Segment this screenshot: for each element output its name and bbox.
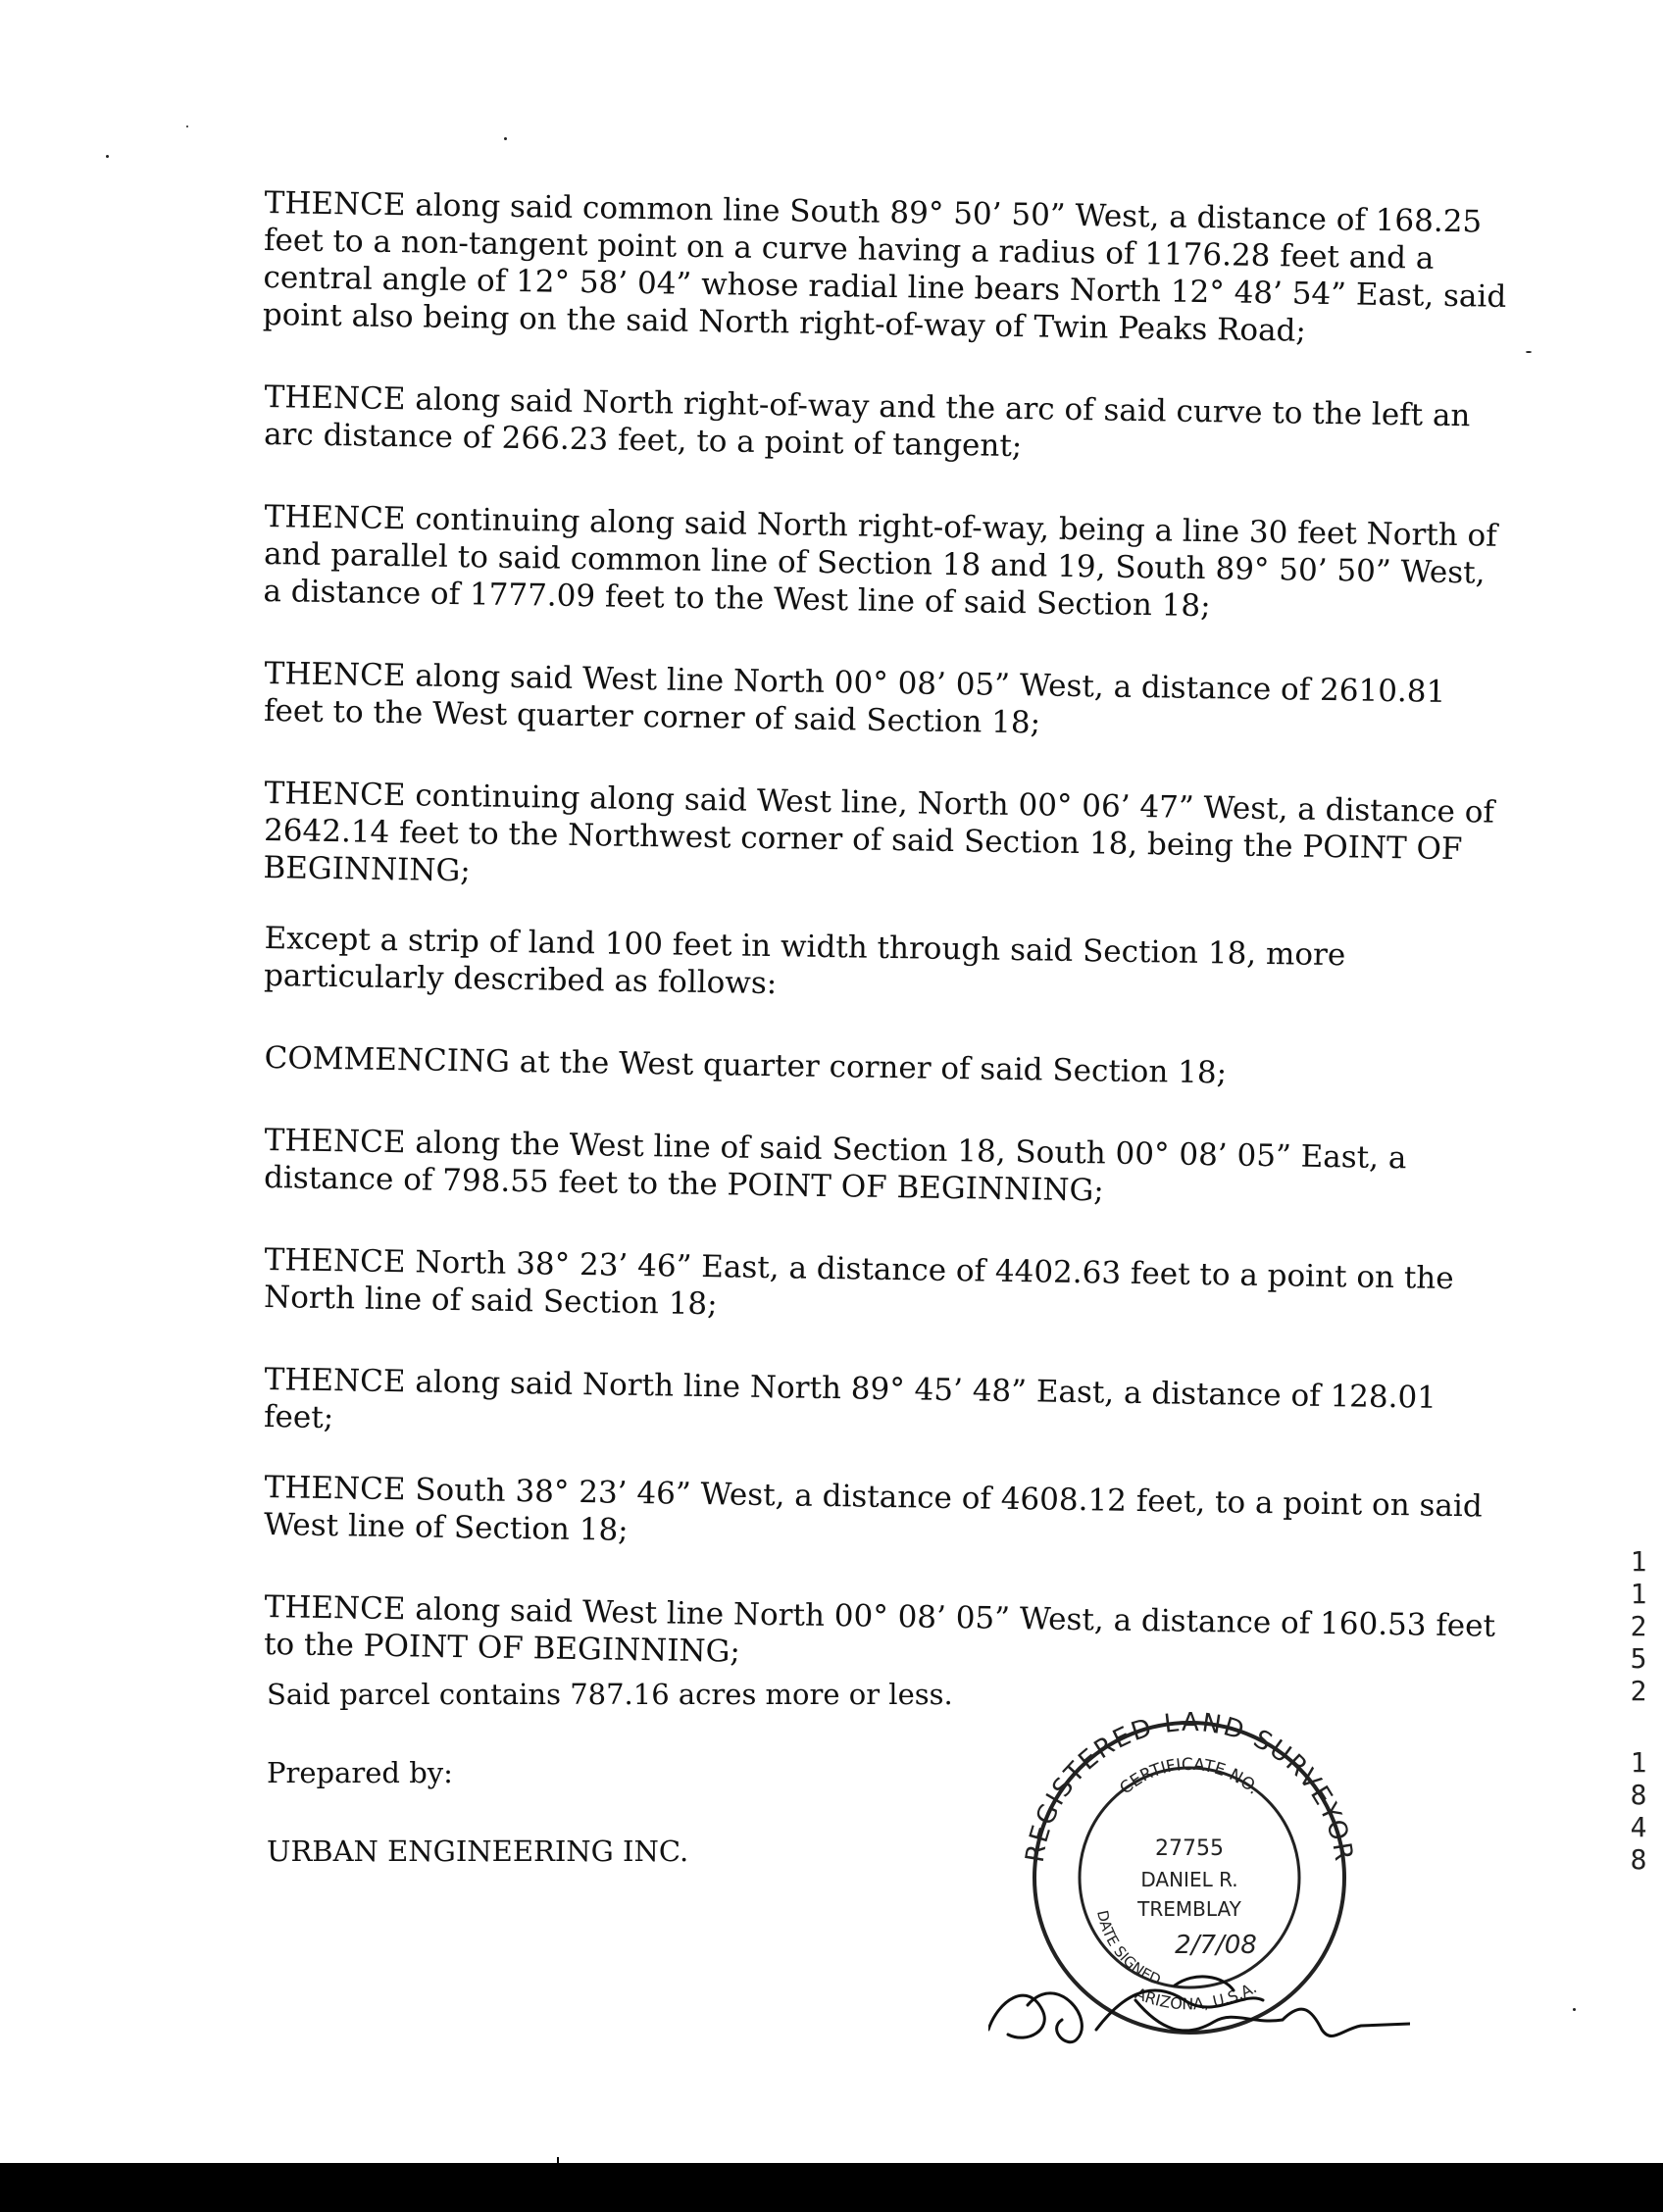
side-number-digit: 5 (1630, 1642, 1647, 1675)
paragraph-thence-arc: THENCE along said North right-of-way and the arc of said curve to the left an arc distance of 266.23 feet, to a point of tangent; (263, 378, 1471, 465)
seal-outer-text: REGISTERED LAND SURVEYOR (1020, 1707, 1359, 1865)
scan-bottom-tick (557, 2157, 559, 2179)
scan-bottom-border (0, 2163, 1663, 2212)
seal-date: 2/7/08 (1175, 1931, 1257, 1960)
seal-certificate-label: CERTIFICATE NO. (1116, 1754, 1263, 1799)
paragraph-point-of-beginning: THENCE continuing along said West line, North 00° 06’ 47” West, a distance of 2642.14 feet to the Northwest corner of said Section 18, being the POINT OF BEGINNING; (263, 775, 1495, 889)
paragraph-commencing: COMMENCING at the West quarter corner of said Section 18; (264, 1039, 1228, 1091)
paragraph-thence-north-east: THENCE North 38° 23’ 46” East, a distance of 4402.63 feet to a point on the North line of said Section 18; (263, 1241, 1454, 1323)
seal-name-line1: DANIEL R. (1140, 1868, 1238, 1891)
parcel-statement: Said parcel contains 787.16 acres more or less. (267, 1678, 953, 1711)
paragraph-thence-common-line: THENCE along said common line South 89° 50’ 50” West, a distance of 168.25 feet to a non-tangent point on a curve having a radius of 1176.28 feet and a central angle of 12° 58’ 04” whose radial line bears North 12° 48’ 54” East, said point also being on the said North right-of-way of Twin Peaks Road; (262, 184, 1507, 349)
seal-state: ARIZONA, U.S.A. (1133, 1978, 1260, 2014)
paragraph-thence-north-row: THENCE continuing along said North right-of-way, being a line 30 feet North of and parallel to said common line of Section 18 and 19, South 89° 50’ 50” West, a distance of 1777.09 feet to the West line of said Section 18; (263, 498, 1497, 625)
surveyor-seal (988, 1706, 1410, 2069)
paragraph-thence-north-line: THENCE along said North line North 89° 45’ 48” East, a distance of 128.01 feet; (263, 1361, 1437, 1436)
side-number-digit: 2 (1630, 1610, 1647, 1642)
side-number-digit: 8 (1630, 1843, 1647, 1876)
scan-speck (186, 126, 188, 127)
seal-name-line2: TREMBLAY (1137, 1897, 1241, 1921)
prepared-by-label: Prepared by: (267, 1756, 453, 1789)
paragraph-thence-south-west: THENCE South 38° 23’ 46” West, a distance of 4608.12 feet, to a point on said West line of Section 18; (263, 1469, 1483, 1548)
scan-speck (1526, 351, 1532, 353)
side-number-digit: 4 (1630, 1811, 1647, 1843)
side-number-digit: 2 (1630, 1675, 1647, 1707)
scan-speck (504, 137, 507, 140)
seal-certificate-number: 27755 (1155, 1836, 1224, 1861)
side-number-digit: 8 (1630, 1779, 1647, 1811)
paragraph-except-strip: Except a strip of land 100 feet in width through said Section 18, more particularly described as follows: (263, 920, 1346, 1002)
paragraph-thence-to-beginning: THENCE along said West line North 00° 08’ 05” West, a distance of 160.53 feet to the POINT OF BEGINNING; (263, 1588, 1496, 1670)
paragraph-thence-west-line: THENCE along said West line North 00° 08’ 05” West, a distance of 2610.81 feet to the West quarter corner of said Section 18; (263, 655, 1446, 741)
side-number-digit: 1 (1630, 1545, 1647, 1578)
side-number-gap (1626, 1707, 1651, 1746)
seal-date-label: DATE SIGNED (1093, 1908, 1164, 1989)
side-number-digit: 1 (1630, 1578, 1647, 1610)
scan-speck (1573, 2008, 1576, 2011)
paragraph-thence-south: THENCE along the West line of said Section 18, South 00° 08’ 05” East, a distance of 798.55 feet to the POINT OF BEGINNING; (263, 1122, 1407, 1209)
document-footer (267, 1677, 953, 1912)
company-name: URBAN ENGINEERING INC. (267, 1835, 689, 1868)
legal-description (262, 184, 1510, 1670)
scan-speck (106, 155, 109, 158)
document-side-number (1626, 1545, 1651, 1876)
side-number-digit: 1 (1630, 1746, 1647, 1779)
